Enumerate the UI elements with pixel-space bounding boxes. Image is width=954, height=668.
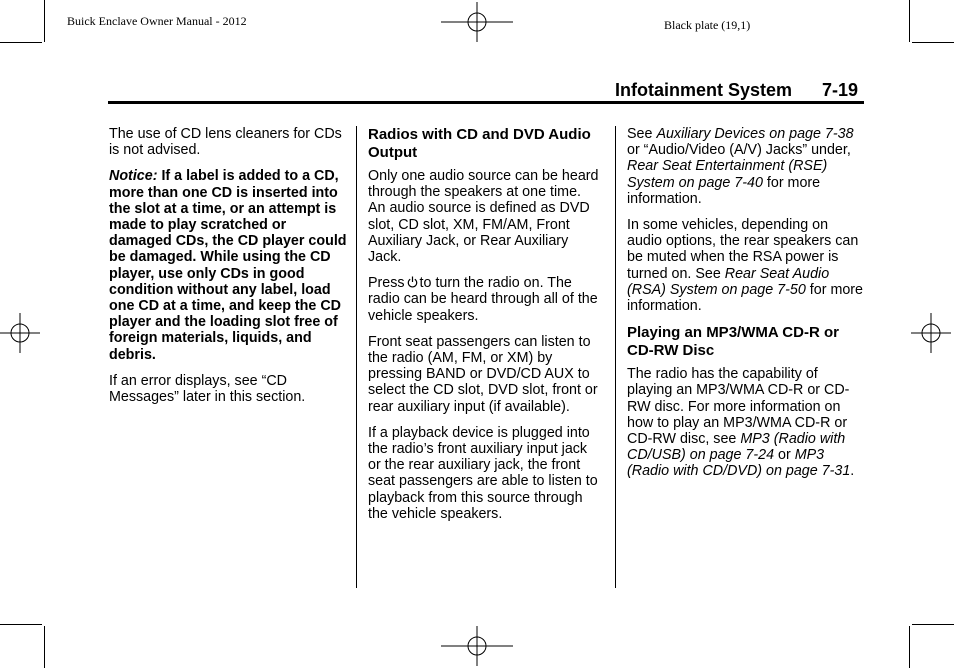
registration-mark-right (911, 313, 951, 353)
crop-mark-bottom-left-h (0, 624, 42, 625)
paragraph-cd-cleaners: The use of CD lens cleaners for CDs is not advised. (109, 126, 342, 159)
paragraph-rear-speakers: In some vehicles, depending on audio options, the rear speakers can be muted when the RSA power is turned on. See Rear Seat Audio (RSA) System on page 7-50 for more information. (627, 217, 864, 315)
registration-mark-top-ext (441, 21, 513, 23)
registration-mark-left (0, 313, 40, 353)
crop-mark-bottom-left-v (44, 626, 45, 668)
link-auxiliary-devices[interactable]: Auxiliary Devices on page 7-38 (656, 126, 854, 142)
paragraph-audio-source: Only one audio source can be heard through the speakers at one time. An audio source is defined as DVD slot, CD slot, XM, FM/AM, Front Auxiliary Jack, or Rear Auxiliary Jack. (368, 168, 599, 266)
header-rule (108, 101, 864, 104)
paragraph-see-auxiliary: See Auxiliary Devices on page 7-38 or “Audio/Video (A/V) Jacks” under, Rear Seat Entertainment (RSE) System on page 7-40 for more information. (627, 126, 854, 207)
crop-mark-top-left-h (0, 42, 42, 43)
paragraph-error-display: If an error displays, see “CD Messages” later in this section. (109, 372, 306, 406)
notice-paragraph (109, 168, 349, 362)
heading-radios-cd-dvd: Radios with CD and DVD Audio Output (368, 126, 591, 161)
crop-mark-top-right-v (909, 0, 910, 42)
notice-label: Notice: (109, 168, 158, 185)
power-icon (407, 276, 418, 288)
paragraph-playback-device: If a playback device is plugged into the radio’s front auxiliary input jack or the rear auxiliary jack, the front seat passengers are able to listen to playback from this source through the vehicle speakers. (368, 424, 598, 522)
section-header (615, 80, 858, 101)
paragraph-mp3-capability: The radio has the capability of playing an MP3/WMA CD-R or CD-RW disc. For more information on how to play an MP3/WMA CD-R or CD-RW disc, see MP3 (Radio with CD/USB) on page 7-24 or MP3 (Radio with CD/DVD) on page 7-31. (627, 366, 855, 480)
plate-info: Black plate (19,1) (664, 18, 751, 32)
registration-mark-bottom-ext (441, 645, 513, 647)
page-number: 7-19 (822, 80, 859, 100)
link-rsa-system[interactable]: Rear Seat Audio (RSA) System on page 7-50 (627, 265, 830, 298)
manual-title: Buick Enclave Owner Manual - 2012 (67, 14, 247, 28)
notice-text: If a label is added to a CD, more than one CD is inserted into the slot at a time, or an attempt is made to play scratched or damaged CDs, the CD player could be damaged. While using the CD player, use only CDs in good condition without any label, load one CD at a time, and keep the CD player and the loading slot free of foreign materials, liquids, and debris. (109, 168, 347, 363)
crop-mark-top-right-h (912, 42, 954, 43)
heading-mp3-wma: Playing an MP3/WMA CD-R or CD-RW Disc (627, 324, 839, 360)
link-mp3-cd-usb[interactable]: MP3 (Radio with CD/USB) on page 7-24 (627, 431, 846, 464)
column-divider-1 (356, 126, 357, 588)
crop-mark-bottom-right-h (912, 624, 954, 625)
paragraph-press-power: Press to turn the radio on. The radio can be heard through all of the vehicle speakers. (368, 275, 598, 324)
crop-mark-bottom-right-v (909, 626, 910, 668)
column-divider-2 (615, 126, 616, 588)
column-2 (368, 126, 600, 532)
column-1 (109, 126, 349, 415)
paragraph-front-seat: Front seat passengers can listen to the radio (AM, FM, or XM) by pressing BAND or DVD/CD AUX to select the CD slot, DVD slot, front or rear auxiliary input (if available). (368, 333, 598, 415)
section-title: Infotainment System (615, 80, 793, 100)
column-3 (627, 126, 867, 490)
link-mp3-cd-dvd[interactable]: MP3 (Radio with CD/DVD) on page 7-31 (627, 447, 851, 480)
crop-mark-top-left-v (44, 0, 45, 42)
link-rse-system[interactable]: Rear Seat Entertainment (RSE) System on page 7-40 (627, 158, 828, 191)
